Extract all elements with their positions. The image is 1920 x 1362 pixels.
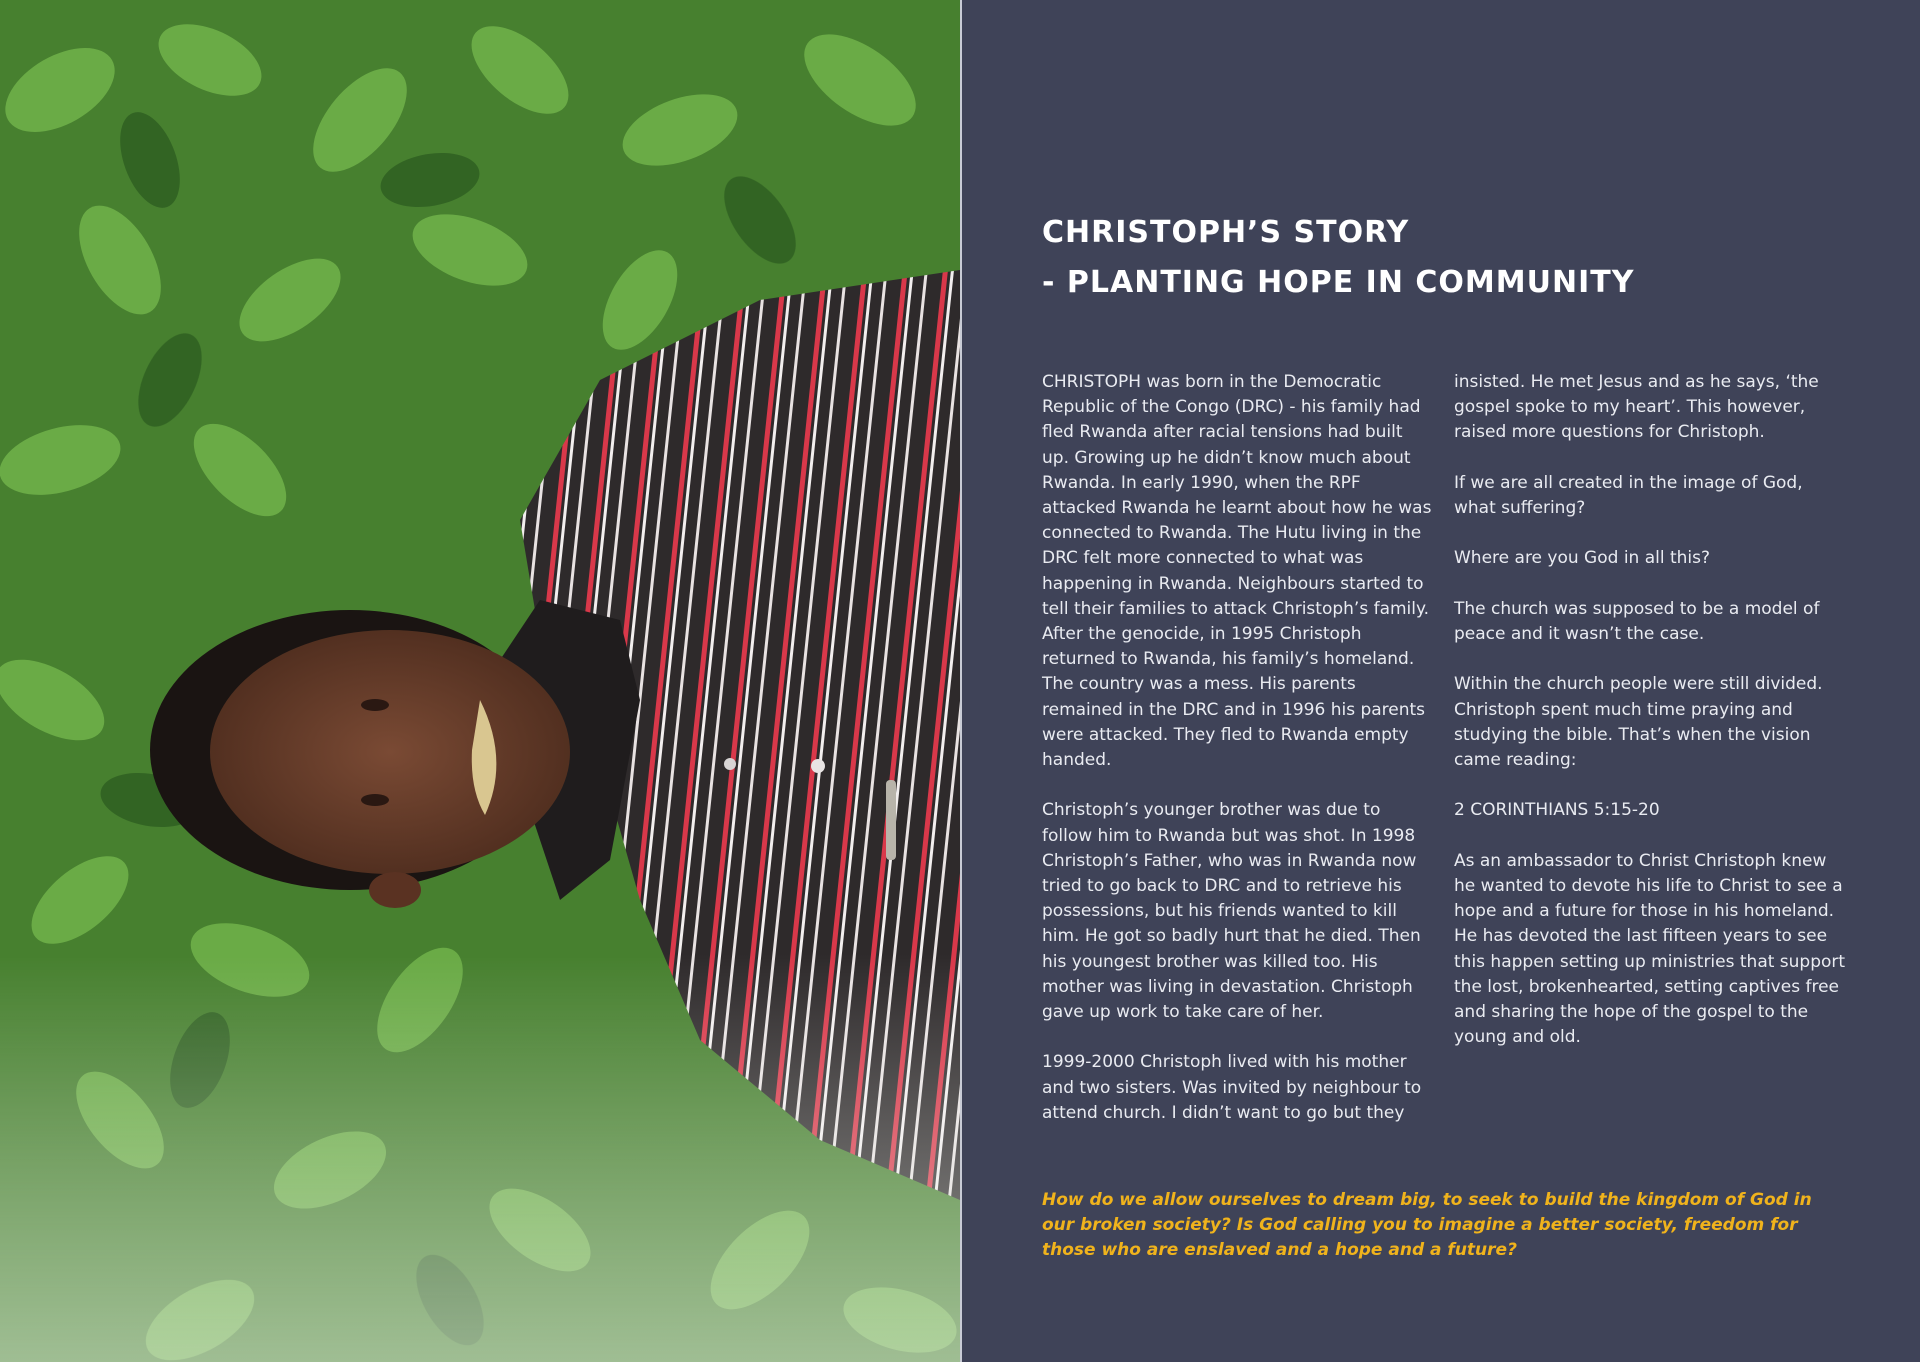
paragraph: insisted. He met Jesus and as he says, ‘the gospel spoke to my heart’. This however, raised more questions for Christoph. bbox=[1454, 372, 1819, 443]
pull-quote: How do we allow ourselves to dream big, to seek to build the kingdom of God in our broken society? Is God calling you to imagine a better society, freedom for those who are enslaved and a hope and a future? bbox=[1042, 1190, 1812, 1260]
paragraph: 1999-2000 Christoph lived with his mother and two sisters. Was invited by neighbour to attend church. I didn’t want to go but they bbox=[1042, 1052, 1422, 1123]
paragraph: The church was supposed to be a model of peace and it wasn’t the case. bbox=[1454, 598, 1820, 644]
paragraph: As an ambassador to Christ Christoph knew he wanted to devote his life to Christ to see a hope and a future for those in his homeland. He has devoted the last fifteen years to see this happen setting up ministries that support the lost, brokenhearted, setting captives free and sharing the hope of the gospel to the young and old. bbox=[1454, 850, 1846, 1048]
paragraph: If we are all created in the image of God, what suffering? bbox=[1454, 472, 1803, 518]
title-line-2: - PLANTING HOPE IN COMMUNITY bbox=[1042, 265, 1635, 300]
paragraph: Within the church people were still divided. Christoph spent much time praying and studying the bible. That’s when the vision came reading: bbox=[1454, 674, 1823, 770]
body-column-left bbox=[1042, 370, 1434, 1151]
paragraph: Christoph’s younger brother was due to follow him to Rwanda but was shot. In 1998 Christoph’s Father, who was in Rwanda now tried to go back to DRC and to retrieve his possessions, but his friends wanted to kill him. He got so badly hurt that he died. Then his youngest brother was killed too. His mother was living in devastation. Christoph gave up work to take care of her. bbox=[1042, 800, 1421, 1023]
article-page bbox=[962, 0, 1920, 1362]
paragraph: Where are you God in all this? bbox=[1454, 548, 1711, 569]
article-title bbox=[1042, 208, 1634, 308]
scripture-reference: 2 CORINTHIANS 5:15-20 bbox=[1454, 800, 1660, 821]
paragraph: CHRISTOPH was born in the Democratic Republic of the Congo (DRC) - his family had fled Rwanda after racial tensions had built up. Growing up he didn’t know much about Rwanda. In early 1990, when the RPF attacked Rwanda he learnt about how he was connected to Rwanda. The Hutu living in the DRC felt more connected to what was happening in Rwanda. Neighbours started to tell their families to attack Christoph’s family. After the genocide, in 1995 Christoph returned to Rwanda, his family’s homeland. The country was a mess. His parents remained in the DRC and in 1996 his parents were attacked. They fled to Rwanda empty handed. bbox=[1042, 372, 1432, 771]
title-line-1: CHRISTOPH’S STORY bbox=[1042, 215, 1410, 250]
body-column-right bbox=[1454, 370, 1846, 1076]
